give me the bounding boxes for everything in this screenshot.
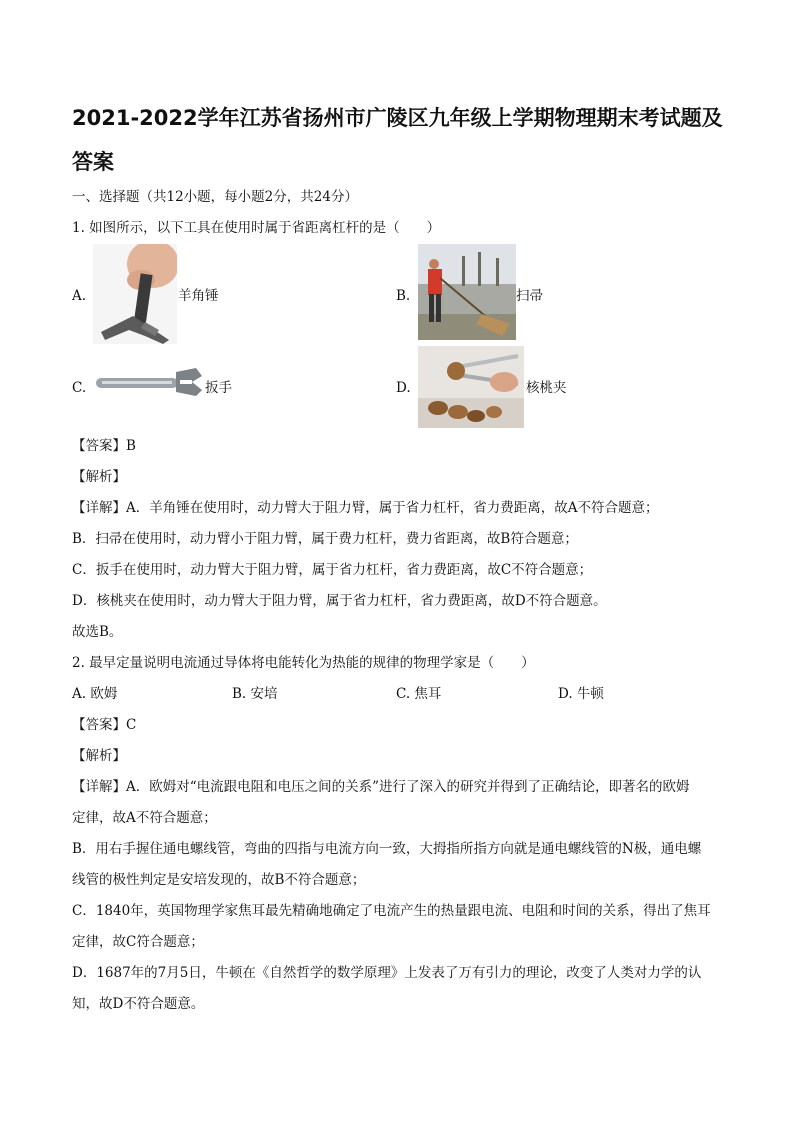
q2-detail-line: 【详解】A．欧姆对“电流跟电阻和电压之间的关系”进行了深入的研究并得到了正确结论，即著名的欧姆 (72, 779, 690, 795)
q2-stem: 2. 最早定量说明电流通过导体将电能转化为热能的规律的物理学家是（ ） (72, 655, 535, 671)
broom-photo (418, 244, 516, 340)
q1-detail-line: B．扫帚在使用时，动力臂小于阻力臂，属于费力杠杆，费力省距离，故B符合题意； (72, 531, 578, 547)
q2-option-b: B. 安培 (232, 686, 278, 702)
q1-option-c-caption: 扳手 (205, 380, 232, 396)
q2-detail-line: B．用右手握住通电螺线管，弯曲的四指与电流方向一致，大拇指所指方向就是通电螺线管的N极，通电螺 (72, 841, 702, 857)
q1-stem: 1. 如图所示，以下工具在使用时属于省距离杠杆的是（ ） (72, 220, 441, 236)
q1-option-d-caption: 核桃夹 (526, 380, 567, 396)
q2-options-row (72, 684, 732, 704)
q2-option-d: D. 牛顿 (558, 686, 604, 702)
q2-detail-line: C．1840年，英国物理学家焦耳最先精确地确定了电流产生的热量跟电流、电阻和时间的关系，得出了焦耳 (72, 903, 711, 919)
q2-option-a: A. 欧姆 (72, 686, 118, 702)
q1-option-b-letter: B. (396, 288, 411, 304)
q1-analysis-heading: 【解析】 (72, 469, 126, 485)
wrench-photo (92, 362, 204, 402)
q1-conclusion: 故选B。 (72, 624, 123, 640)
section-heading: 一、选择题（共12小题，每小题2分，共24分） (72, 189, 358, 205)
q1-option-d-letter: D. (396, 380, 411, 396)
q2-detail-line: D．1687年的7月5日，牛顿在《自然哲学的数学原理》上发表了万有引力的理论，改变了人类对力学的认 (72, 965, 702, 981)
nutcracker-photo (418, 346, 524, 428)
q1-option-c-letter: C. (72, 380, 87, 396)
q2-analysis-heading: 【解析】 (72, 748, 126, 764)
q2-detail-line: 定律，故C符合题意； (72, 934, 204, 950)
q1-detail-line: C．扳手在使用时，动力臂大于阻力臂，属于省力杠杆，省力费距离，故C不符合题意； (72, 562, 593, 578)
document-title: 2021-2022学年江苏省扬州市广陵区九年级上学期物理期末考试题及答案 (72, 106, 723, 174)
q2-answer: 【答案】C (72, 717, 137, 733)
q2-option-c: C. 焦耳 (396, 686, 442, 702)
q1-answer: 【答案】B (72, 438, 136, 454)
q1-detail-line: 【详解】A．羊角锤在使用时，动力臂大于阻力臂，属于省力杠杆，省力费距离，故A不符合题意； (72, 500, 659, 516)
q1-option-a-caption: 羊角锤 (178, 288, 219, 304)
q1-option-a-letter: A. (72, 288, 87, 304)
q2-detail-line: 知，故D不符合题意。 (72, 996, 205, 1012)
claw-hammer-photo (93, 244, 177, 344)
q1-detail-line: D．核桃夹在使用时，动力臂大于阻力臂，属于省力杠杆，省力费距离，故D不符合题意。 (72, 593, 607, 609)
q1-option-b-caption: 扫帚 (516, 288, 543, 304)
q2-detail-line: 定律，故A不符合题意； (72, 810, 217, 826)
q2-detail-line: 线管的极性判定是安培发现的，故B不符合题意； (72, 872, 366, 888)
